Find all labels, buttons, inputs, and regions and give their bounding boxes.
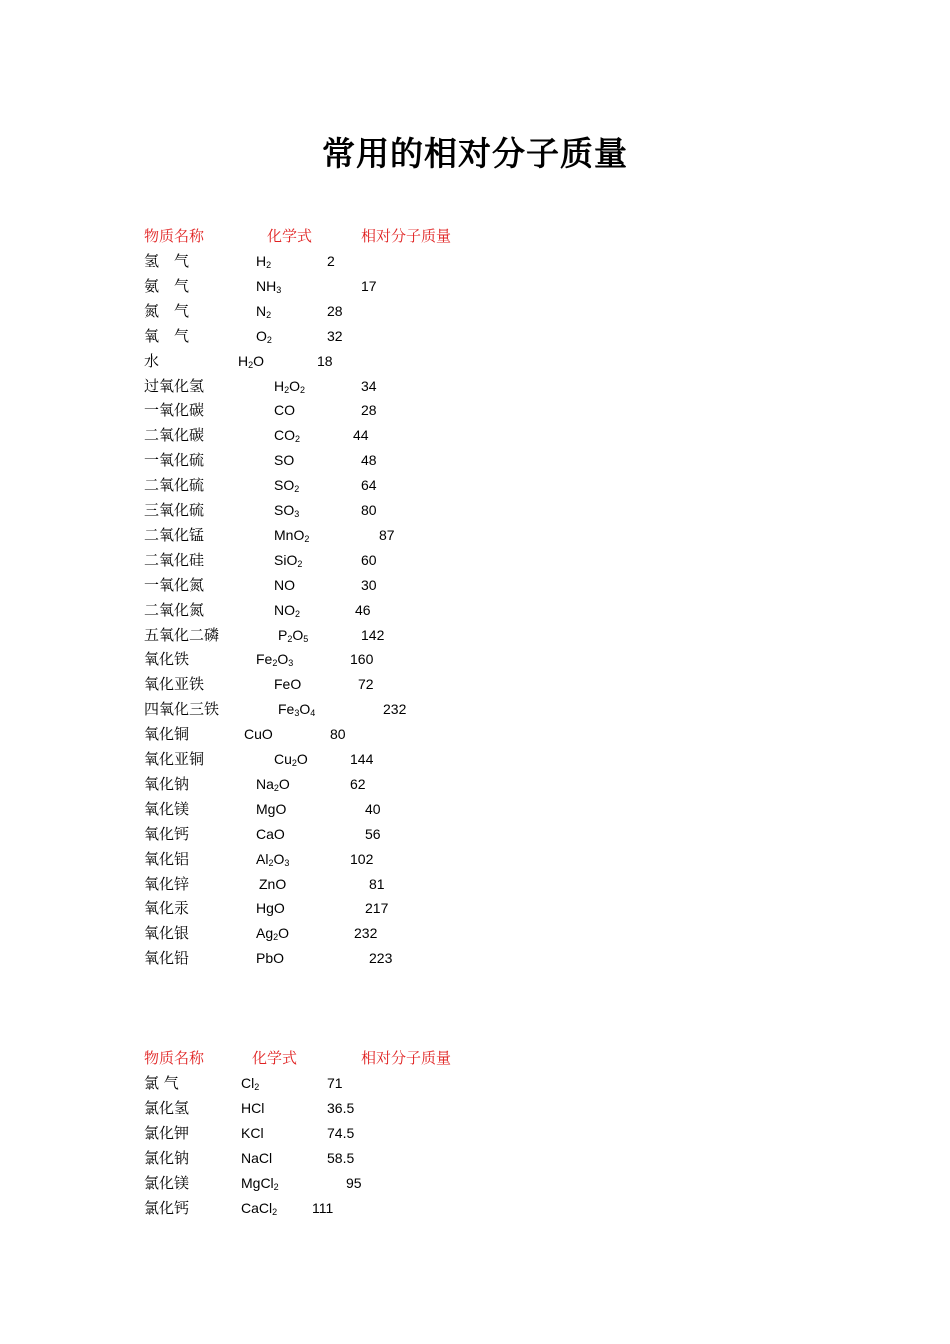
relative-molecular-mass: 95 — [346, 1174, 362, 1191]
chemical-formula: $NH_3$ — [256, 277, 282, 295]
substance-name: 氢 气 — [144, 252, 190, 270]
chemical-formula: $Fe_2O_3$ — [256, 651, 294, 669]
relative-molecular-mass: 46 — [355, 601, 371, 618]
chemical-formula: PbO — [256, 950, 285, 967]
substance-name: 氧化铅 — [144, 949, 190, 968]
substance-name: 氯化钙 — [144, 1198, 190, 1217]
relative-molecular-mass: 160 — [350, 651, 374, 668]
relative-molecular-mass: 62 — [350, 775, 366, 792]
page-title: 常用的相对分子质量 — [322, 134, 628, 173]
chemical-formula: CaCl$_2$ — [241, 1199, 278, 1217]
substance-name: 氧化铝 — [144, 849, 190, 868]
relative-molecular-mass: 102 — [350, 850, 374, 867]
substance-name: 氨 气 — [144, 276, 190, 295]
substance-name: 二氧化氮 — [144, 600, 205, 619]
relative-molecular-mass: 40 — [365, 800, 381, 817]
substance-name: 四氧化三铁 — [144, 700, 220, 719]
relative-molecular-mass: 80 — [330, 726, 346, 743]
chemical-formula: MgO — [256, 800, 287, 817]
chemical-formula: $Fe_3O_4$ — [278, 701, 316, 719]
relative-molecular-mass: 34 — [361, 377, 377, 394]
chemical-formula: $H_2O$ — [238, 352, 265, 370]
chemical-formula: HCl — [241, 1099, 265, 1116]
relative-molecular-mass: 217 — [365, 900, 389, 917]
relative-molecular-mass: 81 — [369, 875, 385, 892]
chemical-formula: $P_2O_5$ — [278, 626, 309, 644]
substance-name: 氮 气 — [144, 301, 190, 320]
substance-name: 氧化钠 — [144, 774, 190, 793]
substance-name: 氧化钙 — [144, 824, 190, 843]
substance-name: 二氧化硫 — [144, 476, 205, 495]
chemical-formula: $SO_2$ — [274, 477, 300, 495]
substance-name: 氯化氢 — [144, 1098, 190, 1117]
chemical-formula: $Ag_2O$ — [256, 925, 290, 943]
header-formula: 化学式 — [267, 227, 313, 245]
substance-name: 二氧化锰 — [144, 525, 205, 544]
substance-name: 氯化镁 — [144, 1173, 190, 1192]
substance-name: 氧 气 — [144, 326, 190, 345]
chemical-formula: SO — [274, 452, 295, 469]
relative-molecular-mass: 28 — [327, 302, 343, 319]
header-substance-name: 物质名称 — [144, 227, 205, 245]
substance-name: 水 — [144, 351, 160, 370]
chemical-formula: $O_2$ — [256, 327, 272, 345]
relative-molecular-mass: 36.5 — [327, 1099, 355, 1116]
substance-name: 一氧化氮 — [144, 575, 205, 594]
relative-molecular-mass: 142 — [361, 626, 385, 643]
header-formula: 化学式 — [252, 1049, 298, 1067]
chemical-formula: $Al_2O_3$ — [256, 850, 290, 868]
substance-name: 氧化铁 — [144, 650, 190, 669]
substance-name: 氧化锌 — [144, 874, 190, 893]
relative-molecular-mass: 80 — [361, 502, 377, 518]
substance-name: 一氧化碳 — [144, 401, 205, 420]
relative-molecular-mass: 18 — [317, 352, 333, 369]
relative-molecular-mass: 232 — [383, 701, 407, 718]
substance-name: 氧化银 — [144, 924, 190, 943]
substance-name: 五氧化二磷 — [144, 625, 220, 644]
substance-name: 氯化钾 — [144, 1123, 190, 1142]
relative-molecular-mass: 223 — [369, 950, 393, 967]
relative-molecular-mass: 48 — [361, 452, 377, 469]
relative-molecular-mass: 28 — [361, 402, 377, 419]
chemical-formula: ZnO — [259, 875, 287, 892]
header-relative-mass: 相对分子质量 — [361, 1049, 452, 1067]
substance-name: 二氧化硅 — [144, 550, 205, 569]
substance-name: 氯化钠 — [144, 1148, 190, 1167]
chemical-formula: FeO — [274, 676, 302, 693]
chemical-formula: MnO$_2$ — [274, 526, 310, 544]
relative-molecular-mass: 71 — [327, 1075, 343, 1091]
relative-molecular-mass: 58.5 — [327, 1149, 355, 1166]
chemical-formula: NO — [274, 576, 295, 593]
chemical-formula: $N_2$ — [256, 302, 272, 320]
chemical-formula: $CO_2$ — [274, 427, 301, 445]
relative-molecular-mass: 60 — [361, 551, 377, 568]
relative-molecular-mass: 56 — [365, 825, 381, 842]
chemical-formula: $H_2$ — [256, 253, 272, 270]
relative-molecular-mass: 87 — [379, 526, 395, 543]
substance-name: 氯 气 — [144, 1074, 179, 1092]
relative-molecular-mass: 2 — [327, 253, 335, 269]
substance-name: 过氧化氢 — [144, 376, 205, 395]
header-substance-name: 物质名称 — [144, 1049, 205, 1067]
substance-name: 一氧化硫 — [144, 451, 205, 470]
relative-molecular-mass: 111 — [312, 1199, 334, 1216]
chemical-formula: CaO — [256, 825, 285, 842]
relative-molecular-mass: 64 — [361, 477, 377, 494]
chemical-formula: CuO — [244, 726, 273, 743]
chemical-formula: MgCl$_2$ — [241, 1174, 279, 1192]
relative-molecular-mass: 74.5 — [327, 1124, 355, 1141]
chemical-formula: $H_2O_2$ — [274, 377, 306, 395]
substance-name: 二氧化碳 — [144, 426, 205, 445]
chemical-formula: $NO_2$ — [274, 601, 301, 619]
substance-name: 氧化镁 — [144, 799, 190, 818]
relative-molecular-mass: 32 — [327, 327, 343, 344]
substance-name: 氧化亚铁 — [144, 675, 205, 694]
relative-molecular-mass: 232 — [354, 925, 378, 942]
relative-molecular-mass: 44 — [353, 427, 369, 444]
chemical-formula: KCl — [241, 1124, 264, 1141]
chemical-formula: NaCl — [241, 1149, 273, 1166]
relative-molecular-mass: 30 — [361, 576, 377, 593]
header-relative-mass: 相对分子质量 — [361, 227, 452, 245]
chemical-formula: $Cl_2$ — [241, 1075, 260, 1092]
chemical-formula: CO — [274, 402, 295, 419]
chemical-formula: $Cu_2O$ — [274, 751, 308, 768]
substance-name: 氧化汞 — [144, 899, 190, 918]
relative-molecular-mass: 72 — [358, 676, 374, 693]
substance-name: 氧化亚铜 — [144, 750, 205, 768]
substance-name: 三氧化硫 — [144, 501, 205, 519]
substance-name: 氧化铜 — [144, 725, 190, 744]
relative-molecular-mass: 144 — [350, 751, 374, 767]
chemical-formula: HgO — [256, 900, 285, 917]
chemical-formula: SiO$_2$ — [274, 551, 303, 569]
chemical-formula: $SO_3$ — [274, 502, 300, 519]
chemical-formula: $Na_2O$ — [256, 775, 290, 793]
relative-molecular-mass: 17 — [361, 277, 377, 294]
